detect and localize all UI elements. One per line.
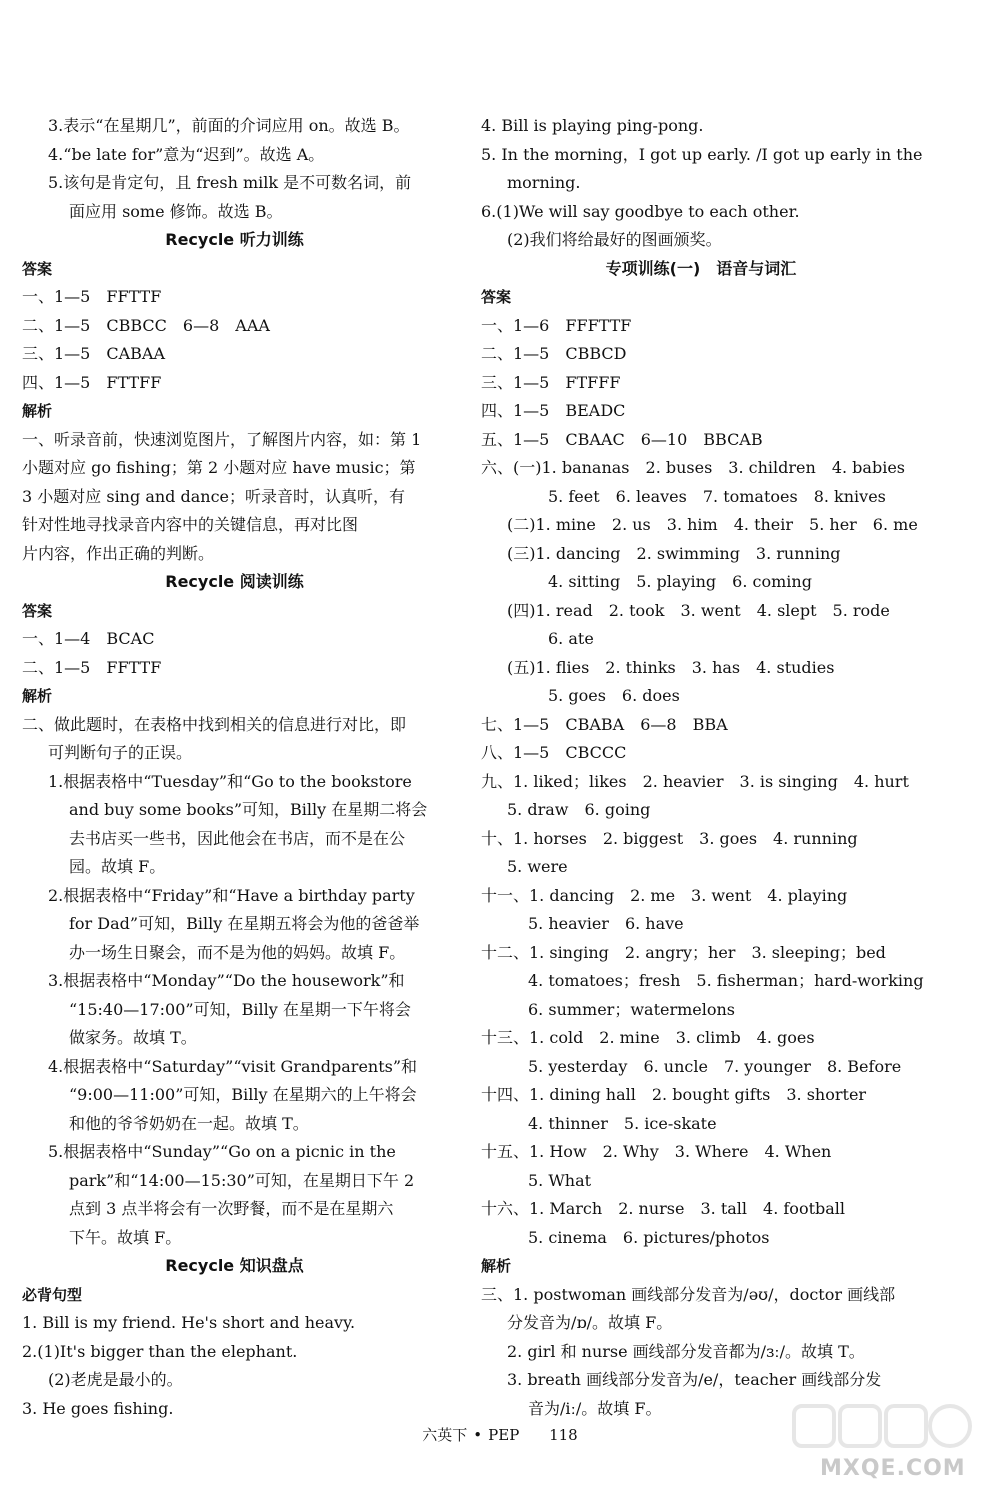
- text-line: 四、1—5 BEADC: [481, 401, 626, 420]
- text-line: 二、做此题时，在表格中找到相关的信息进行对比，即: [22, 714, 407, 734]
- text-line: 3 小题对应 sing and dance；听录音时，认真听，有: [22, 486, 406, 506]
- text-line: 3.表示“在星期几”，前面的介词应用 on。故选 B。: [48, 116, 410, 135]
- text-line: 针对性地寻找录音内容中的关键信息，再对比图: [22, 515, 359, 534]
- text-line: 下午。故填 F。: [69, 1227, 182, 1247]
- text-line: 做家务。故填 T。: [69, 1028, 197, 1047]
- text-line: 面应用 some 修饰。故选 B。: [69, 201, 283, 221]
- section-label: 答案: [481, 288, 512, 306]
- text-line: 6. ate: [548, 629, 594, 648]
- text-line: 十一、1. dancing 2. me 3. went 4. playing: [481, 885, 848, 905]
- text-line: 八、1—5 CBCCC: [481, 743, 627, 762]
- text-line: 5. feet 6. leaves 7. tomatoes 8. knives: [548, 486, 886, 506]
- text-line: 可判断句子的正误。: [48, 743, 193, 762]
- text-line: (2)我们将给最好的图画颁奖。: [507, 230, 722, 249]
- text-line: 一、1—5 FFTTF: [22, 287, 162, 306]
- text-line: 5. In the morning，I got up early. /I got up early in the: [481, 144, 923, 164]
- text-line: “9:00—11:00”可知，Billy 在星期六的上午将会: [69, 1085, 417, 1104]
- text-line: 5. draw 6. going: [507, 800, 651, 819]
- section-heading: Recycle 阅读训练: [165, 572, 304, 591]
- text-line: 2. girl 和 nurse 画线部分发音都为/ɜː/。故填 T。: [507, 1341, 865, 1361]
- text-line: 十四、1. dining hall 2. bought gifts 3. shorter: [481, 1085, 867, 1104]
- text-line: 十六、1. March 2. nurse 3. tall 4. football: [481, 1199, 846, 1218]
- text-line: 音为/iː/。故填 F。: [528, 1398, 662, 1418]
- text-line: for Dad”可知，Billy 在星期五将会为他的爸爸举: [69, 914, 420, 933]
- text-line: 5. heavier 6. have: [528, 914, 684, 933]
- text-line: 点到 3 点半将会有一次野餐，而不是在星期六: [69, 1199, 394, 1218]
- section-label: 答案: [22, 601, 53, 620]
- text-line: 4. sitting 5. playing 6. coming: [548, 572, 812, 591]
- text-line: and buy some books”可知，Billy 在星期二将会: [69, 800, 428, 819]
- footer-dot: •: [473, 1426, 483, 1444]
- text-line: 4. Bill is playing ping-pong.: [481, 116, 704, 135]
- text-line: 十五、1. How 2. Why 3. Where 4. When: [481, 1142, 832, 1161]
- text-line: 十、1. horses 2. biggest 3. goes 4. running: [481, 828, 858, 848]
- text-line: 3.根据表格中“Monday”“Do the housework”和: [48, 971, 405, 990]
- text-line: 一、1—4 BCAC: [22, 629, 155, 648]
- footer-grade: 六英下: [422, 1426, 468, 1444]
- text-line: 十三、1. cold 2. mine 3. climb 4. goes: [481, 1028, 815, 1047]
- section-label: 解析: [481, 1257, 512, 1275]
- right-column: [481, 112, 924, 1423]
- text-line: 二、1—5 CBBCD: [481, 344, 627, 363]
- text-line: 五、1—5 CBAAC 6—10 BBCAB: [481, 429, 763, 449]
- text-line: 四、1—5 FTTFF: [22, 372, 162, 392]
- section-label: 答案: [22, 259, 53, 278]
- text-line: 去书店买一些书，因此他会在书店，而不是在公: [69, 828, 406, 848]
- text-line: morning.: [507, 173, 581, 192]
- text-line: 十二、1. singing 2. angry；her 3. sleeping；bed: [481, 942, 886, 962]
- section-heading: Recycle 听力训练: [165, 230, 304, 249]
- text-line: 和他的爷爷奶奶在一起。故填 T。: [69, 1113, 309, 1133]
- section-label: 必背句型: [22, 1285, 83, 1304]
- text-line: (五)1. flies 2. thinks 3. has 4. studies: [507, 657, 835, 677]
- text-line: (四)1. read 2. took 3. went 4. slept 5. rode: [507, 600, 890, 620]
- text-line: (二)1. mine 2. us 3. him 4. their 5. her 6. me: [507, 515, 918, 534]
- text-line: 二、1—5 FFTTF: [22, 657, 162, 677]
- text-line: 一、听录音前，快速浏览图片，了解图片内容，如：第 1: [22, 429, 422, 449]
- text-line: 5.该句是肯定句，且 fresh milk 是不可数名词，前: [48, 173, 412, 192]
- section-heading: 专项训练(一) 语音与词汇: [605, 258, 797, 278]
- text-line: 1.根据表格中“Tuesday”和“Go to the bookstore: [48, 771, 412, 791]
- footer-edition: PEP: [488, 1426, 520, 1444]
- text-line: 3. He goes fishing.: [22, 1398, 174, 1418]
- text-line: 5. What: [528, 1170, 592, 1190]
- text-line: “15:40—17:00”可知，Billy 在星期一下午将会: [69, 999, 411, 1019]
- left-column: [22, 112, 447, 1423]
- text-line: 三、1—5 FTFFF: [481, 372, 621, 392]
- text-line: 小题对应 go fishing；第 2 小题对应 have music；第: [22, 458, 416, 477]
- text-line: 3. breath 画线部分发音为/e/，teacher 画线部分发: [507, 1370, 882, 1389]
- text-line: 办一场生日聚会，而不是为他的妈妈。故填 F。: [69, 942, 406, 962]
- text-line: 园。故填 F。: [69, 857, 166, 876]
- text-line: 5. cinema 6. pictures/photos: [528, 1227, 770, 1247]
- text-line: 5. were: [507, 857, 568, 876]
- text-line: 4. tomatoes；fresh 5. fisherman；hard-working: [528, 971, 924, 990]
- text-line: 4. thinner 5. ice-skate: [528, 1113, 717, 1133]
- text-line: 4.“be late for”意为“迟到”。故选 A。: [48, 144, 325, 164]
- text-line: 6.(1)We will say goodbye to each other.: [481, 201, 800, 221]
- text-line: 5. goes 6. does: [548, 686, 680, 705]
- text-line: 6. summer；watermelons: [528, 999, 736, 1019]
- text-line: 分发音为/ɒ/。故填 F。: [507, 1313, 673, 1332]
- text-line: 2.根据表格中“Friday”和“Have a birthday party: [48, 885, 415, 905]
- text-line: 九、1. liked；likes 2. heavier 3. is singing 4. hurt: [481, 771, 909, 791]
- text-line: park”和“14:00—15:30”可知，在星期日下午 2: [69, 1170, 415, 1190]
- text-line: (2)老虎是最小的。: [48, 1370, 183, 1389]
- text-line: 2.(1)It's bigger than the elephant.: [22, 1341, 298, 1361]
- text-line: 5.根据表格中“Sunday”“Go on a picnic in the: [48, 1142, 396, 1161]
- text-line: 三、1. postwoman 画线部分发音为/əʊ/，doctor 画线部: [481, 1284, 896, 1304]
- text-line: 4.根据表格中“Saturday”“visit Grandparents”和: [48, 1056, 418, 1076]
- text-line: 二、1—5 CBBCC 6—8 AAA: [22, 315, 270, 335]
- text-line: 六、(一)1. bananas 2. buses 3. children 4. babies: [481, 458, 905, 477]
- watermark-text: MXQE.COM: [820, 1456, 966, 1481]
- text-line: (三)1. dancing 2. swimming 3. running: [507, 543, 841, 563]
- section-label: 解析: [22, 402, 53, 420]
- text-line: 5. yesterday 6. uncle 7. younger 8. Before: [528, 1056, 902, 1076]
- section-heading: Recycle 知识盘点: [165, 1256, 304, 1275]
- text-line: 七、1—5 CBABA 6—8 BBA: [481, 714, 728, 734]
- text-line: 三、1—5 CABAA: [22, 344, 166, 363]
- page-number: 118: [549, 1426, 578, 1444]
- text-line: 片内容，作出正确的判断。: [22, 543, 215, 563]
- text-line: 1. Bill is my friend. He's short and heavy.: [22, 1313, 356, 1332]
- text-line: 一、1—6 FFFTTF: [481, 315, 632, 335]
- section-label: 解析: [22, 687, 53, 705]
